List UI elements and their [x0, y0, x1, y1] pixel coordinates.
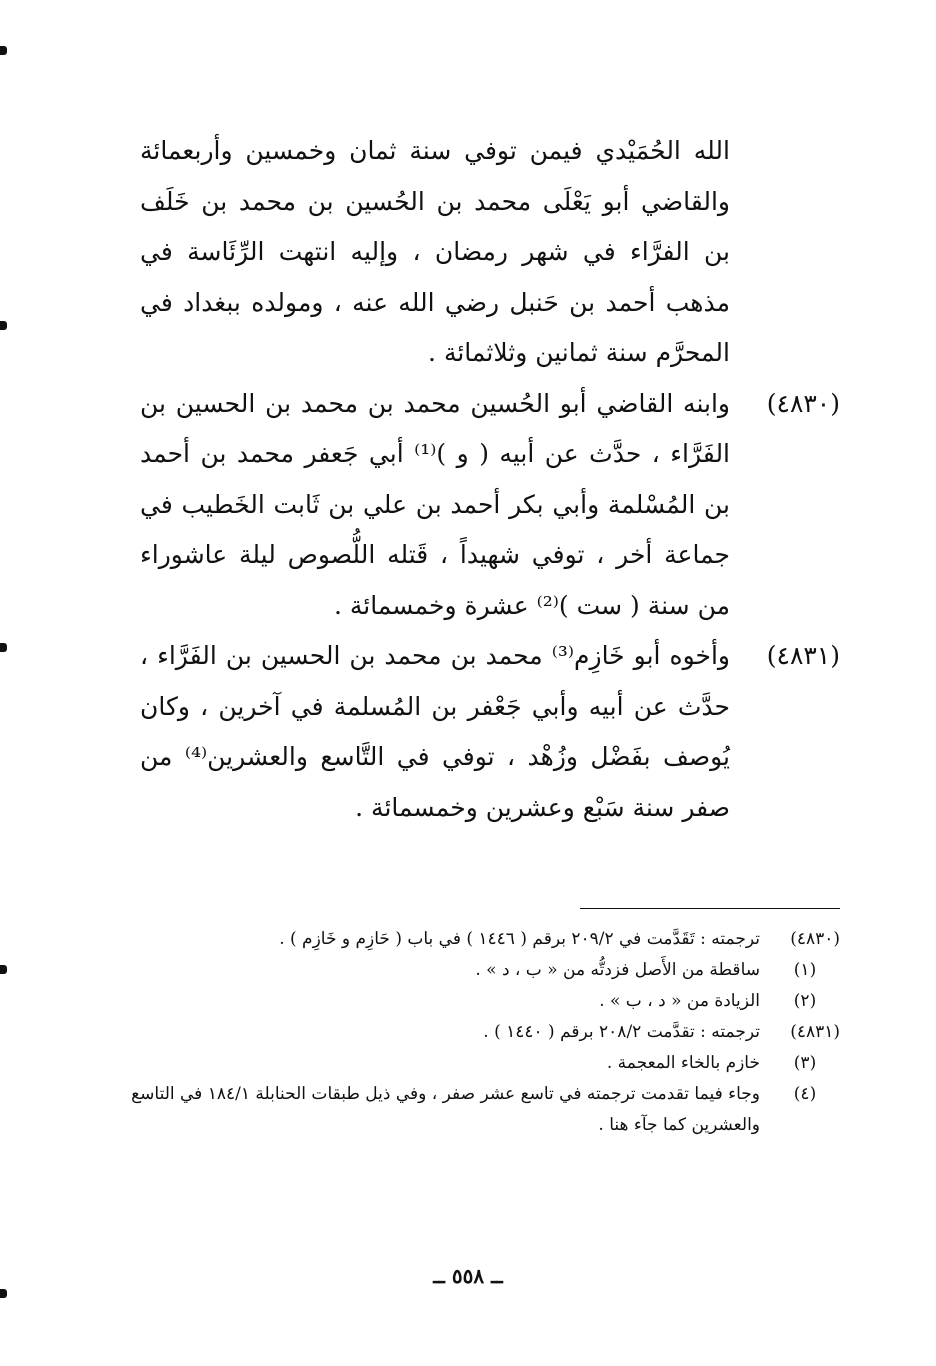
- entry-4831: [140, 631, 840, 833]
- footnotes-section: [80, 924, 840, 1141]
- scan-edge-mark: [0, 1289, 7, 1298]
- entry-text: وابنه القاضي أبو الحُسين محمد بن محمد بن الحسين بن الفَرَّاء ، حدَّث عن أبيه ( و )⁽¹⁾ أبي جَعفر محمد بن أحمد بن المُسْلمة وأبي بكر أحمد بن علي بن ثَابت الخَطيب في جماعة أخر ، توفي شهيداً ، قَتله اللُّصوص ليلة عاشوراء من سنة ( ست )⁽²⁾ عشرة وخمسمائة .: [140, 388, 731, 620]
- footnote-text: الزيادة من « د ، ب » .: [599, 991, 760, 1011]
- entry-number: (٤٨٣٠): [766, 388, 840, 418]
- entry-number: (٤٨٣١): [766, 641, 840, 670]
- footnote-label: (٣): [793, 1053, 817, 1073]
- footnote-label: (٤٨٣١): [790, 1022, 840, 1042]
- intro-paragraph: [140, 126, 840, 379]
- footnote-text: ترجمته : تقدَّمت ٢٠٨/٢ برقم ( ١٤٤٠ ) .: [483, 1022, 760, 1042]
- footnote-2: [80, 986, 840, 1017]
- footnote-text: وجاء فيما تقدمت ترجمته في تاسع عشر صفر ، وفي ذيل طبقات الحنابلة ١٨٤/١ في التاسع والعشرين كما جآء هنا .: [131, 1084, 760, 1135]
- footnote-text: خازم بالخاء المعجمة .: [606, 1053, 760, 1073]
- footnote-label: (٤٨٣٠): [790, 929, 840, 949]
- page-number: ــ ٥٥٨ ــ: [433, 1264, 503, 1288]
- footnote-4830: [80, 924, 840, 955]
- entry-4830: [140, 379, 840, 632]
- footnote-4831: [80, 1017, 840, 1048]
- footnote-label: (٢): [793, 991, 817, 1011]
- scan-edge-mark: [0, 643, 7, 652]
- scan-edge-mark: [0, 321, 7, 330]
- main-text: [140, 126, 840, 833]
- entry-text: وأخوه أبو خَازِم⁽³⁾ محمد بن محمد بن الحسين بن الفَرَّاء ، حدَّث عن أبيه وأبي جَعْفر بن المُسلمة في آخرين ، وكان يُوصف بفَضْل وزُهْد ، توفي في التَّاسع والعشرين⁽⁴⁾ من صفر سنة سَبْع وعشرين وخمسمائة .: [140, 641, 730, 822]
- footnote-text: ساقطة من الأَصل فزدتُّه من « ب ، د » .: [475, 960, 760, 980]
- scan-edge-mark: [0, 965, 7, 974]
- intro-text: الله الحُمَيْدي فيمن توفي سنة ثمان وخمسين وأربعمائة والقاضي أبو يَعْلَى محمد بن الحُسين بن محمد بن خَلَف بن الفرَّاء في شهر رمضان ، وإليه انتهت الرِّئَاسة في مذهب أحمد بن حَنبل رضي الله عنه ، ومولده ببغداد في المحرَّم سنة ثمانين وثلاثمائة .: [140, 136, 730, 367]
- scan-edge-mark: [0, 46, 7, 55]
- footnote-label: (١): [793, 960, 817, 980]
- footnote-3: [80, 1048, 840, 1079]
- footnote-1: [80, 955, 840, 986]
- footnote-4: [80, 1079, 840, 1141]
- footnote-separator: [580, 908, 840, 909]
- footnote-label: (٤): [793, 1084, 817, 1104]
- footnote-text: ترجمته : تَقَدَّمت في ٢٠٩/٢ برقم ( ١٤٤٦ ) في باب ( حَازِم و خَازِم ) .: [279, 929, 760, 949]
